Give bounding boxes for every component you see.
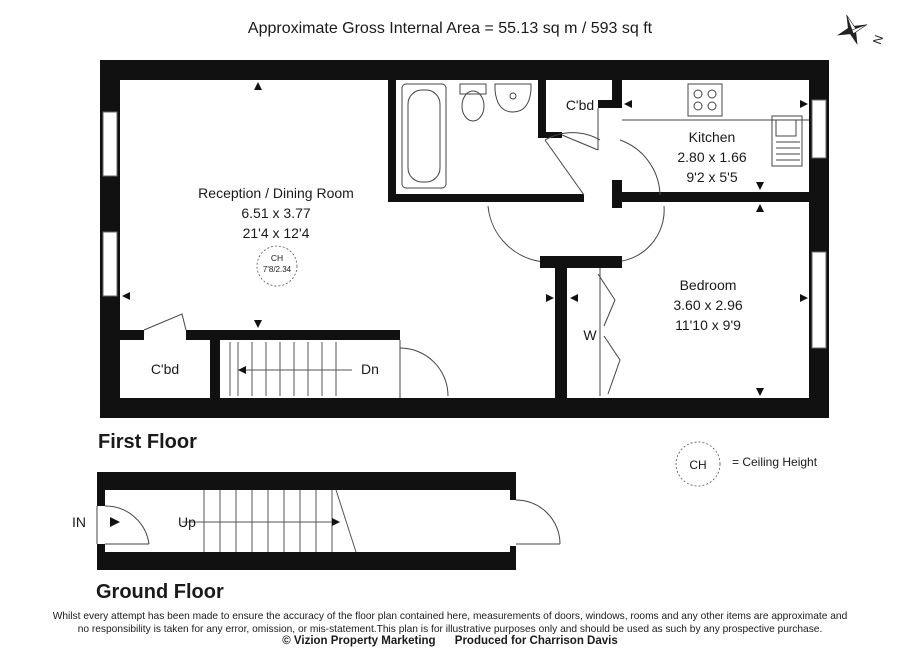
bedroom-metric: 3.60 x 2.96 — [673, 297, 743, 313]
ground-floor-label: Ground Floor — [96, 581, 224, 603]
kitchen-metric: 2.80 x 1.66 — [677, 149, 747, 165]
disclaimer — [0, 610, 900, 636]
ground-floor-plan — [0, 470, 900, 580]
cupboard-left-label: C'bd — [150, 361, 180, 377]
first-floor-label: First Floor — [98, 431, 197, 453]
ceiling-marker-value: 7'8/2.34 — [262, 265, 292, 274]
produced-for-text: Produced for Charrison Davis — [454, 635, 618, 647]
bedroom-imperial: 11'10 x 9'9 — [675, 317, 741, 333]
reception-imperial: 21'4 x 12'4 — [242, 225, 310, 241]
bedroom-name: Bedroom — [679, 277, 737, 293]
compass-north-label: N — [870, 33, 887, 47]
disclaimer-line-1: Whilst every attempt has been made to ensure the accuracy of the floor plan contained here, measurements of doors, windows, rooms and any other items are approximate and — [52, 611, 848, 622]
ceiling-marker-code: CH — [270, 253, 284, 263]
credits — [0, 635, 900, 647]
entrance-label: IN — [72, 514, 86, 530]
kitchen-imperial: 9'2 x 5'5 — [686, 169, 738, 185]
disclaimer-line-2: no responsibility is taken for any error, omission, or mis-statement.This plan is for illustrative purposes only and should be used as such by any prospective purchase. — [77, 624, 823, 635]
copyright-text: © Vizion Property Marketing — [282, 635, 436, 647]
kitchen-name: Kitchen — [688, 129, 736, 145]
stairs-down-label: Dn — [361, 361, 379, 377]
reception-name: Reception / Dining Room — [198, 185, 354, 201]
cupboard-top-label: C'bd — [565, 97, 595, 113]
legend-code: CH — [689, 458, 707, 472]
stairs-up-label: Up — [178, 514, 196, 530]
reception-metric: 6.51 x 3.77 — [241, 205, 311, 221]
area-title: Approximate Gross Internal Area = 55.13 sq m / 593 sq ft — [247, 20, 653, 37]
wardrobe-label: W — [583, 327, 597, 343]
legend-meaning: = Ceiling Height — [732, 455, 818, 469]
